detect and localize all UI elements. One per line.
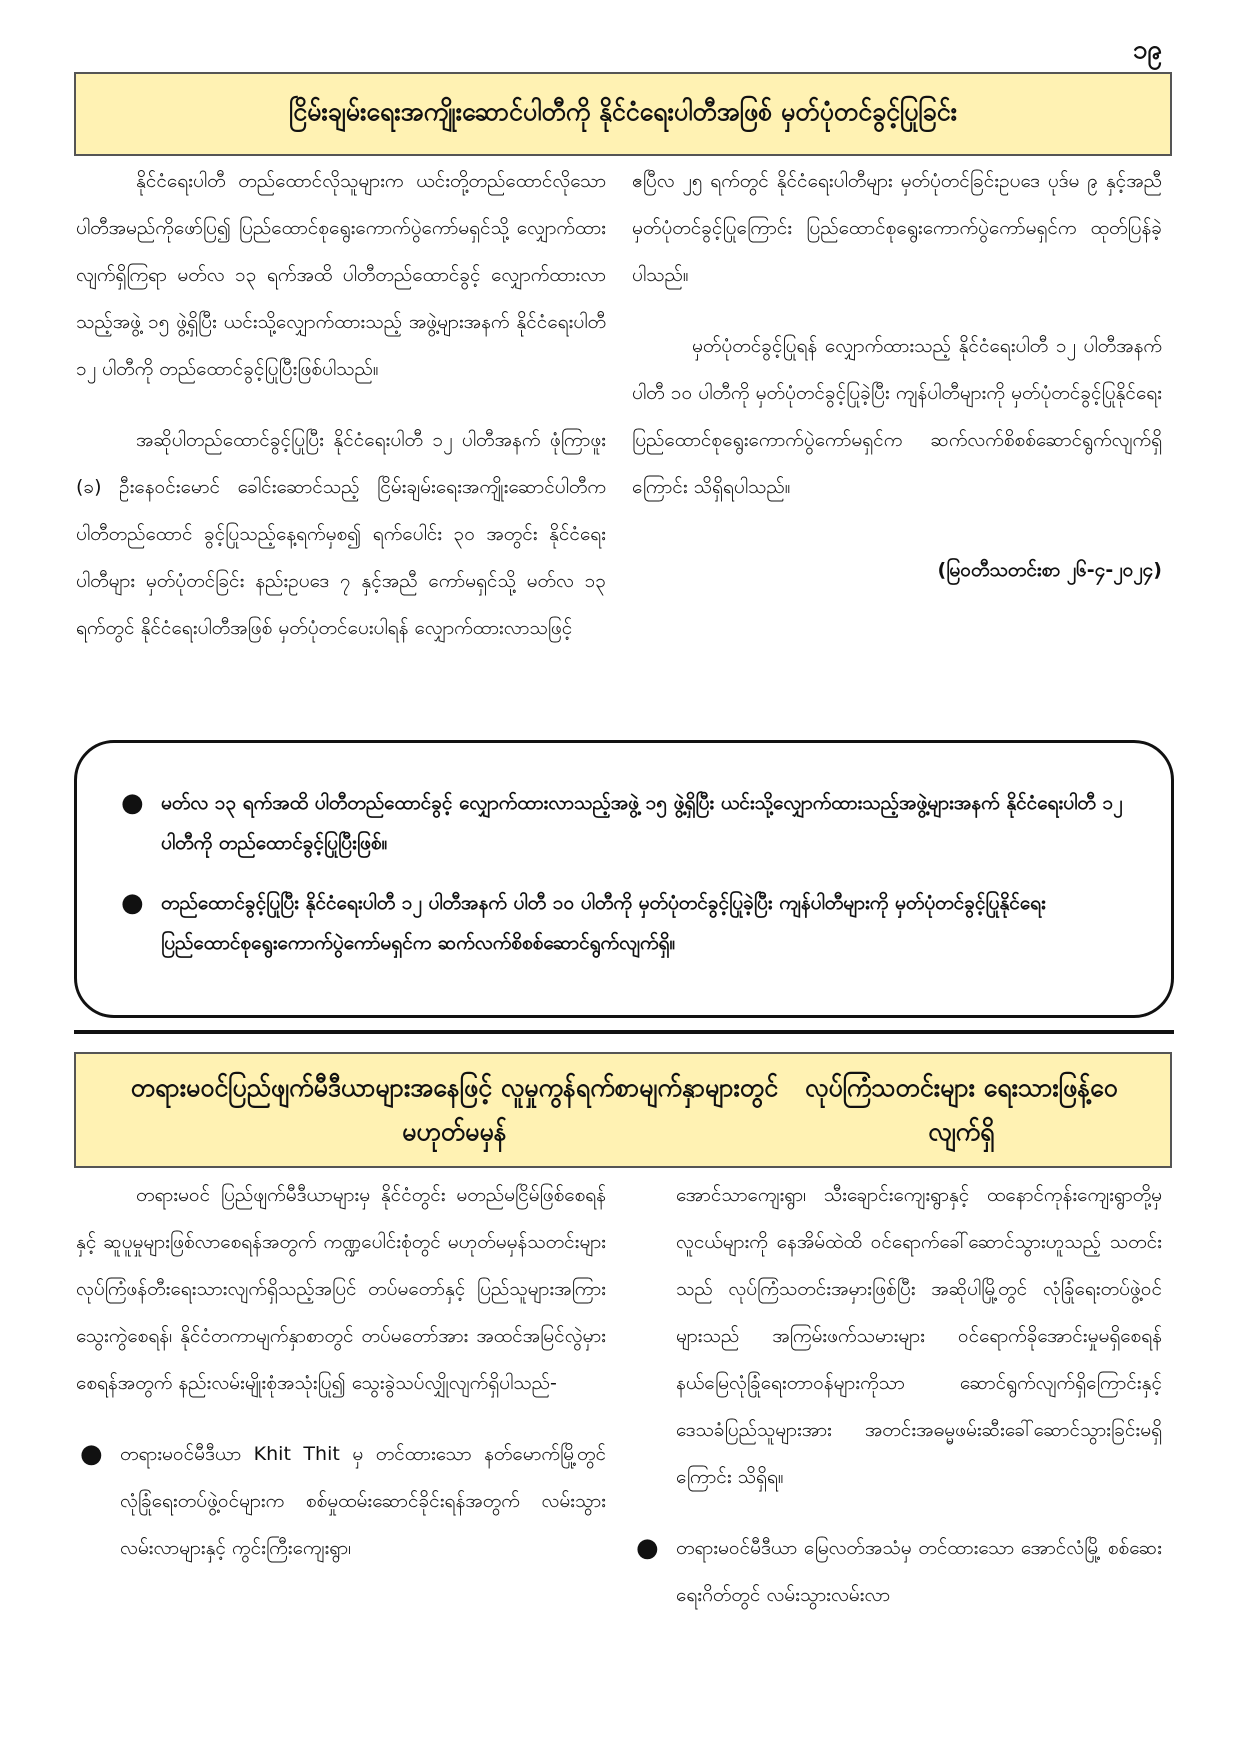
article1-paragraph-3: ဧပြီလ ၂၅ ရက်တွင် နိုင်ငံရေးပါတီများ မှတ်ပုံတင်ခြင်းဥပဒေ ပုဒ်မ ၉ နှင့်အညီ မှတ်ပုံတင်ခွင့်ပြုကြောင်း ပြည်ထောင်စုရွေးကောက်ပွဲကော်မရှင်က ထုတ်ပြန်ခဲ့ပါသည်။ (632, 170, 1162, 286)
summary-item-text: တည်ထောင်ခွင့်ပြုပြီး နိုင်ငံရေးပါတီ ၁၂ ပါတီအနက် ပါတီ ၁၀ ပါတီကို မှတ်ပုံတင်ခွင့်ပြုခဲ့ပြီး ကျန်ပါတီများကို မှတ်ပုံတင်ခွင့်ပြုနိုင်ရေး ပြည်ထောင်စုရွေးကောက်ပွဲကော်မရှင်က ဆက်လက်စိစစ်ဆောင်ရွက်လျက်ရှိ။ (161, 892, 1046, 954)
article1-paragraph-4: မှတ်ပုံတင်ခွင့်ပြုရန် လျှောက်ထားသည့် နိုင်ငံရေးပါတီ ၁၂ ပါတီအနက် ပါတီ ၁၀ ပါတီကို မှတ်ပုံတင်ခွင့်ပြုခဲ့ပြီး ကျန်ပါတီများကို မှတ်ပုံတင်ခွင့်ပြုနိုင်ရေး ပြည်ထောင်စုရွေးကောက်ပွဲကော်မရှင်က ဆက်လက်စိစစ်ဆောင်ရွက်လျက်ရှိကြောင်း သိရှိရပါသည်။ (632, 335, 1162, 498)
page-number: ၁၉ (1132, 35, 1162, 65)
article2-title-line-1: တရားမဝင်ပြည်ဖျက်မီဒီယာများအနေဖြင့် လူမှုကွန်ရက်စာမျက်နှာများတွင် မဟုတ်မမှန် (130, 1073, 779, 1146)
article2-bullet-text: တရားမဝင်မီဒီယာ Khit Thit မှ တင်ထားသော နတ်မောက်မြို့တွင် လုံခြုံရေးတပ်ဖွဲ့ဝင်များက စစ်မှုထမ်းဆောင်ခိုင်းရန်အတွက် လမ်းသွားလမ်းလာများနှင့် ကွင်းကြီးကျေးရွာ၊ (120, 1443, 606, 1559)
article2-title-line-2: လုပ်ကြံသတင်းများ ရေးသားဖြန့်ဝေလျက်ရှိ (805, 1073, 1118, 1146)
article1-column-right (632, 158, 1162, 594)
bullet-icon: ● (636, 1533, 659, 1563)
article2-column-left (76, 1172, 606, 1572)
summary-item (117, 883, 1131, 963)
bullet-icon: ● (121, 888, 144, 918)
summary-item (117, 783, 1131, 863)
article2-title (74, 1052, 1172, 1168)
article2-paragraph-intro: တရားမဝင် ပြည်ဖျက်မီဒီယာများမှ နိုင်ငံတွင်း မတည်မငြိမ်ဖြစ်စေရန်နှင့် ဆူပူမှုများဖြစ်လာစေရန်အတွက် ကဏ္ဍပေါင်းစုံတွင် မဟုတ်မမှန်သတင်းများ လုပ်ကြံဖန်တီးရေးသားလျက်ရှိသည့်အပြင် တပ်မတော်နှင့် ပြည်သူများအကြား သွေးကွဲစေရန်၊ နိုင်ငံတကာမျက်နှာစာတွင် တပ်မတော်အား အထင်အမြင်လွဲမှားစေရန်အတွက် နည်းလမ်းမျိုးစုံအသုံးပြု၍ သွေးခွဲသပ်လျှိုလျက်ရှိပါသည်- (76, 1184, 606, 1394)
article1-source: (မြဝတီသတင်းစာ ၂၆-၄-၂၀၂၄) (937, 559, 1162, 581)
article1-column-left (76, 158, 606, 652)
article1-title: ငြိမ်းချမ်းရေးအကျိုးဆောင်ပါတီကို နိုင်ငံရေးပါတီအဖြစ် မှတ်ပုံတင်ခွင့်ပြုခြင်း (74, 72, 1172, 156)
article1-paragraph-1: နိုင်ငံရေးပါတီ တည်ထောင်လိုသူများက ယင်းတို့တည်ထောင်လိုသော ပါတီအမည်ကိုဖော်ပြ၍ ပြည်ထောင်စုရွေးကောက်ပွဲကော်မရှင်သို့ လျှောက်ထားလျက်ရှိကြရာ မတ်လ ၁၃ ရက်အထိ ပါတီတည်ထောင်ခွင့် လျှောက်ထားလာသည့်အဖွဲ့ ၁၅ ဖွဲ့ရှိပြီး ယင်းသို့လျှောက်ထားသည့် အဖွဲ့များအနက် နိုင်ငံရေးပါတီ ၁၂ ပါတီကို တည်ထောင်ခွင့်ပြုပြီးဖြစ်ပါသည်။ (76, 170, 606, 380)
summary-list (117, 783, 1131, 963)
summary-item-text: မတ်လ ၁၃ ရက်အထိ ပါတီတည်ထောင်ခွင့် လျှောက်ထားလာသည့်အဖွဲ့ ၁၅ ဖွဲ့ရှိပြီး ယင်းသို့လျှောက်ထားသည့်အဖွဲ့များအနက် နိုင်ငံရေးပါတီ ၁၂ ပါတီကို တည်ထောင်ခွင့်ပြုပြီးဖြစ်။ (161, 792, 1123, 854)
article2-bullet-item (632, 1525, 1162, 1619)
bullet-icon: ● (80, 1439, 103, 1469)
article2-bullet-continuation: အောင်သာကျေးရွာ၊ သီးချောင်းကျေးရွာနှင့် ထနောင်ကုန်းကျေးရွာတို့မှ လူငယ်များကို နေအိမ်ထဲထိ ဝင်ရောက်ခေါ်ဆောင်သွားဟူသည့် သတင်းသည် လုပ်ကြံသတင်းအမှားဖြစ်ပြီး အဆိုပါမြို့တွင် လုံခြုံရေးတပ်ဖွဲ့ဝင်များသည် အကြမ်းဖက်သမားများ ဝင်ရောက်ခိုအောင်းမှုမရှိစေရန် နယ်မြေလုံခြုံရေးတာဝန်များကိုသာ ဆောင်ရွက်လျက်ရှိကြောင်းနှင့် ဒေသခံပြည်သူများအား အတင်းအဓမ္မဖမ်းဆီးခေါ်ဆောင်သွားခြင်းမရှိကြောင်း သိရှိရ။ (676, 1184, 1162, 1488)
section-divider (74, 1030, 1174, 1034)
article2-bullet-item (76, 1431, 606, 1572)
article2-column-right (632, 1172, 1162, 1619)
article2-bullet-text: တရားမဝင်မီဒီယာ မြေလတ်အသံမှ တင်ထားသော အောင်လံမြို့ စစ်ဆေးရေးဂိတ်တွင် လမ်းသွားလမ်းလာ (676, 1537, 1162, 1606)
summary-box (74, 740, 1174, 1018)
article1-paragraph-2: အဆိုပါတည်ထောင်ခွင့်ပြုပြီး နိုင်ငံရေးပါတီ ၁၂ ပါတီအနက် ဖုံကြာဖူး (ခ) ဦးနေဝင်းမောင် ခေါင်းဆောင်သည့် ငြိမ်းချမ်းရေးအကျိုးဆောင်ပါတီက ပါတီတည်ထောင် ခွင့်ပြုသည့်နေ့ရက်မှစ၍ ရက်ပေါင်း ၃၀ အတွင်း နိုင်ငံရေးပါတီများ မှတ်ပုံတင်ခြင်း နည်းဥပဒေ ၇ နှင့်အညီ ကော်မရှင်သို့ မတ်လ ၁၃ ရက်တွင် နိုင်ငံရေးပါတီအဖြစ် မှတ်ပုံတင်ပေးပါရန် လျှောက်ထားလာသဖြင့် (76, 429, 606, 639)
bullet-icon: ● (121, 788, 144, 818)
